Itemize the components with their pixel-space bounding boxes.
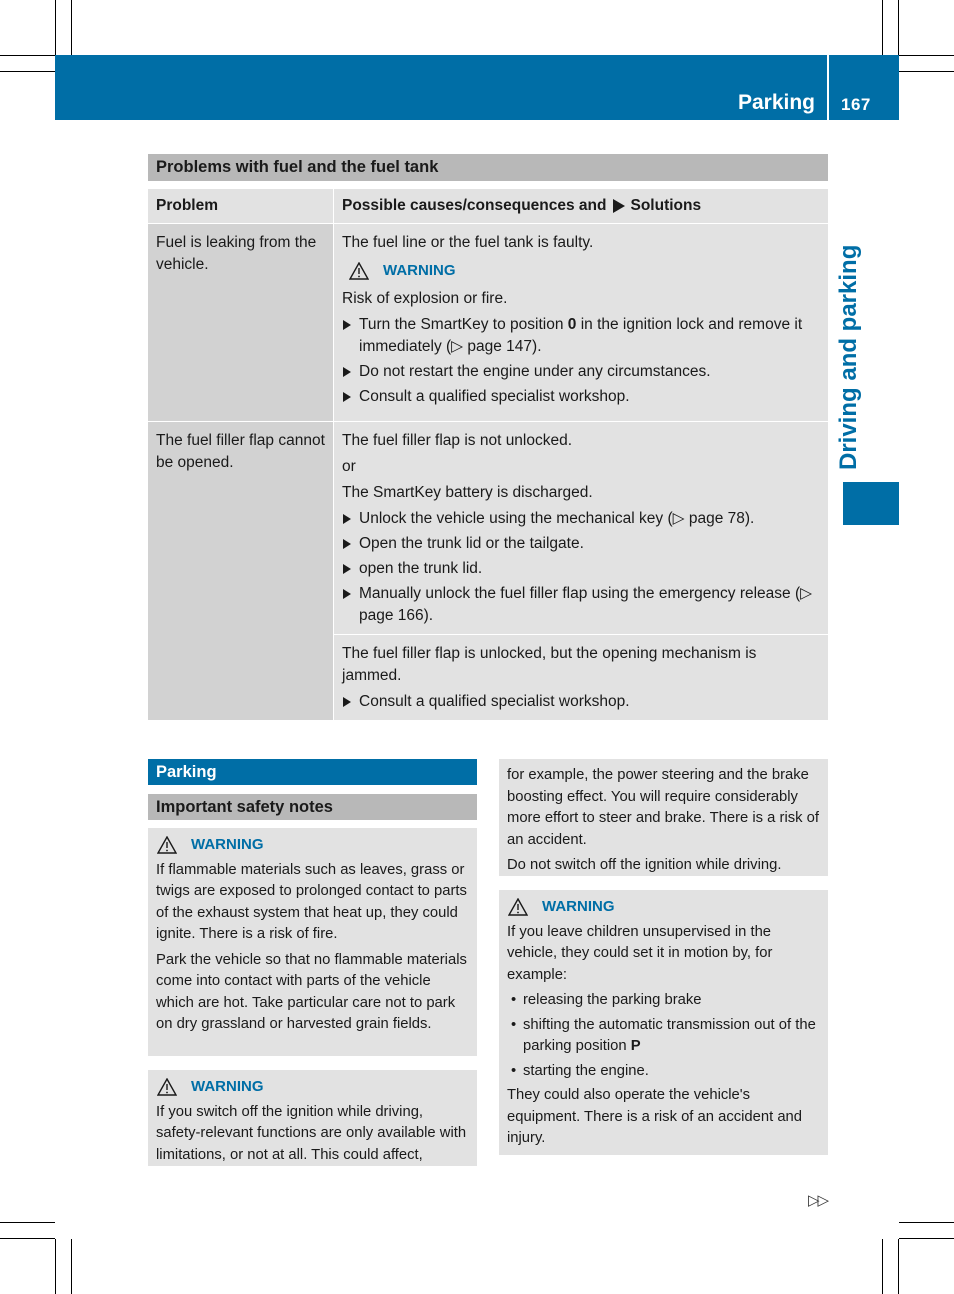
step-text: in the ignition lock and remove it immediately (▷ page 147). xyxy=(359,316,803,355)
crop-mark xyxy=(71,1239,72,1294)
step-text: Do not restart the engine under any circumstances. xyxy=(359,363,711,380)
bullet-item xyxy=(507,1061,820,1083)
crop-mark xyxy=(55,0,56,55)
step-text: Open the trunk lid or the tailgate. xyxy=(359,535,584,552)
warning-box-fire xyxy=(148,828,477,1056)
table-row-2-solution-a xyxy=(334,422,828,634)
table-row-1-solution xyxy=(334,224,828,421)
warning-paragraph: If flammable materials such as leaves, grass or twigs are exposed to prolonged contact to parts of the exhaust system that heat up, they could ignite. There is a risk of fire. xyxy=(156,861,467,942)
warning-heading xyxy=(156,834,469,856)
crop-mark xyxy=(882,1239,883,1294)
step-arrow-icon xyxy=(343,514,351,524)
warning-paragraph: They could also operate the vehicle's equipment. There is a risk of an accident and injury. xyxy=(507,1087,803,1146)
crop-mark xyxy=(55,1239,56,1294)
step-bold: 0 xyxy=(567,316,577,333)
cause-text: The fuel line or the fuel tank is faulty. xyxy=(342,234,594,251)
crop-mark xyxy=(899,55,954,56)
instruction-step xyxy=(342,314,820,358)
side-tab-label: Driving and parking xyxy=(835,244,862,470)
crop-mark xyxy=(0,71,55,72)
step-text: Consult a qualified specialist workshop. xyxy=(359,693,630,710)
table-header-causes-label: Possible causes/consequences and xyxy=(342,197,607,214)
crop-mark xyxy=(0,1222,55,1223)
warning-heading xyxy=(342,260,820,282)
warning-heading xyxy=(156,1076,469,1098)
warning-paragraph: If you switch off the ignition while driving, safety-relevant functions are only available with limitations, or not at all. This could affect, xyxy=(156,1103,467,1163)
continue-mark: ▷▷ xyxy=(808,1192,828,1209)
step-arrow-icon xyxy=(343,392,351,402)
step-text: open the trunk lid. xyxy=(359,560,483,577)
side-tab-marker xyxy=(843,482,899,525)
bullet-bold: P xyxy=(630,1038,641,1054)
page-number: 167 xyxy=(841,95,871,114)
step-arrow-icon xyxy=(343,367,351,377)
table-header-solutions-label: Solutions xyxy=(630,197,702,214)
instruction-step xyxy=(342,583,820,627)
safety-notes-title: Important safety notes xyxy=(148,794,477,820)
table-row-1-problem xyxy=(148,224,333,421)
table-row-2-solution-b xyxy=(334,635,828,720)
crop-mark xyxy=(899,71,954,72)
problem-text: Fuel is leaking from the vehicle. xyxy=(156,234,317,273)
step-text: Turn the SmartKey to position xyxy=(359,316,568,333)
warning-triangle-icon xyxy=(349,262,369,280)
bullet-item xyxy=(507,990,820,1012)
warning-label: WARNING xyxy=(191,1078,264,1095)
instruction-step xyxy=(342,533,820,555)
crop-mark xyxy=(71,0,72,55)
cause-text: The fuel filler flap is unlocked, but the opening mechanism is jammed. xyxy=(342,645,757,684)
crop-mark xyxy=(0,1238,55,1239)
instruction-step xyxy=(342,386,820,408)
bullet-dot: • xyxy=(511,1062,517,1079)
cause-text: The SmartKey battery is discharged. xyxy=(342,484,593,501)
step-text: Manually unlock the fuel filler flap using the emergency release (▷ page 166). xyxy=(359,585,813,624)
solution-arrow-icon xyxy=(610,198,626,214)
step-arrow-icon xyxy=(343,589,351,599)
table-header-problem: Problem xyxy=(148,189,333,223)
warning-paragraph: Do not switch off the ignition while driving. xyxy=(507,857,782,873)
warning-label: WARNING xyxy=(191,836,264,853)
bullet-dot: • xyxy=(511,1016,517,1033)
cause-text: The fuel filler flap is not unlocked. xyxy=(342,432,573,449)
warning-heading xyxy=(507,896,820,918)
instruction-step xyxy=(342,558,820,580)
warning-paragraph: Park the vehicle so that no flammable materials come into contact with parts of the vehicle which are hot. Take particular care not to park on dry grassland or harvested grain fields. xyxy=(156,951,467,1032)
bullet-item xyxy=(507,1015,820,1058)
fuel-section-title: Problems with fuel and the fuel tank xyxy=(148,154,828,181)
warning-paragraph: for example, the power steering and the brake boosting effect. You will require considerably more effort to steer and brake. There is a risk of an accident. xyxy=(507,767,819,848)
step-arrow-icon xyxy=(343,564,351,574)
crop-mark xyxy=(899,1238,954,1239)
warning-triangle-icon xyxy=(508,898,528,916)
warning-paragraph: If you leave children unsupervised in the vehicle, they could set it in motion by, for example: xyxy=(507,923,773,983)
warning-box-children xyxy=(499,890,828,1155)
instruction-step xyxy=(342,508,820,530)
or-text: or xyxy=(342,458,356,475)
step-text: Unlock the vehicle using the mechanical key (▷ page 78). xyxy=(359,510,755,527)
problem-text: The fuel filler flap cannot be opened. xyxy=(156,432,325,471)
warning-box-ignition xyxy=(148,1070,477,1166)
warning-box-ignition-continued xyxy=(499,759,828,876)
header-section-title: Parking xyxy=(737,91,815,114)
warning-label: WARNING xyxy=(383,262,456,279)
bullet-text: shifting the automatic transmission out of the parking position xyxy=(523,1016,816,1054)
step-arrow-icon xyxy=(343,697,351,707)
step-arrow-icon xyxy=(343,539,351,549)
header-divider xyxy=(827,55,829,120)
instruction-step xyxy=(342,361,820,383)
warning-text: Risk of explosion or fire. xyxy=(342,290,508,307)
bullet-dot: • xyxy=(511,992,517,1008)
parking-section-title: Parking xyxy=(148,759,477,785)
step-arrow-icon xyxy=(343,320,351,330)
table-header-causes xyxy=(334,189,828,223)
step-text: Consult a qualified specialist workshop. xyxy=(359,388,630,405)
bullet-text: releasing the parking brake xyxy=(523,992,702,1008)
table-row-2-problem xyxy=(148,422,333,720)
crop-mark xyxy=(882,0,883,55)
warning-label: WARNING xyxy=(542,898,615,915)
warning-triangle-icon xyxy=(157,1078,177,1096)
crop-mark xyxy=(899,1222,954,1223)
crop-mark xyxy=(0,55,55,56)
crop-mark xyxy=(898,0,899,55)
warning-triangle-icon xyxy=(157,836,177,854)
page-header xyxy=(55,55,899,120)
crop-mark xyxy=(898,1239,899,1294)
instruction-step xyxy=(342,691,820,713)
bullet-text: starting the engine. xyxy=(523,1062,649,1079)
